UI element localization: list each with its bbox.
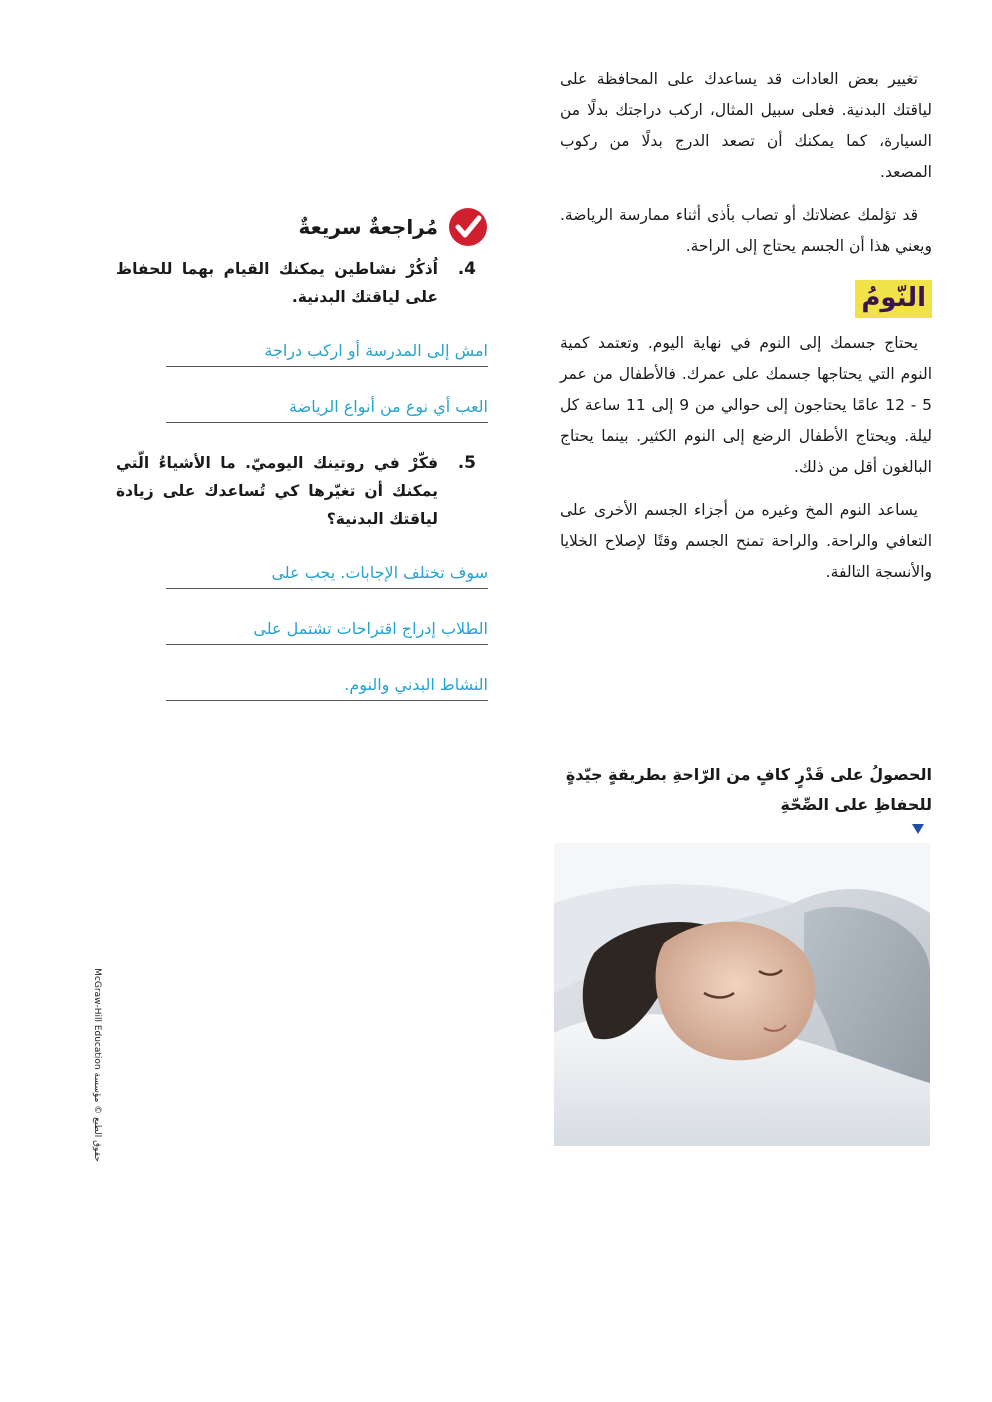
sleeping-child-photo bbox=[554, 843, 930, 1146]
answer-line[interactable]: الطلاب إدراج اقتراحات تشتمل على bbox=[166, 601, 488, 645]
question-number: 5. bbox=[457, 453, 476, 473]
quick-review-title: مُراجعةٌ سريعةٌ bbox=[298, 215, 438, 239]
publisher-credit-text: McGraw-Hill Education حقوق الطبع © مؤسسة bbox=[92, 968, 102, 1162]
publisher-credit bbox=[86, 940, 108, 1190]
answer-line[interactable]: النشاط البدني والنوم. bbox=[166, 657, 488, 701]
muscle-rest-paragraph: قد تؤلمك عضلاتك أو تصاب بأذى أثناء ممارسة الرياضة. ويعني هذا أن الجسم يحتاج إلى الراحة. bbox=[560, 206, 932, 255]
sleep-needs-paragraph: يحتاج جسمك إلى النوم في نهاية اليوم. وتعتمد كمية النوم التي يحتاجها جسمك على عمرك. فالأطفال من عمر 5 - 12 عامًا يحتاجون إلى حوالي من 9 إلى 11 ساعة كل ليلة. ويحتاج الأطفال الرضع إلى النوم الكثير. بينما يحتاج البالغون أقل من ذلك. bbox=[560, 334, 932, 476]
question-text: اُذكُرْ نشاطين يمكنك القيام بهما للحفاظ على لياقتك البدنية. bbox=[116, 260, 438, 306]
quick-review-header bbox=[108, 205, 488, 249]
question-number: 4. bbox=[457, 259, 476, 279]
photo-caption: الحصولُ على قَدْرٍ كافٍ من الرّاحةِ بطريقةٍ جيّدةٍ للحفاظِ على الصِّحّةِ bbox=[565, 765, 932, 814]
main-text-column bbox=[560, 64, 932, 600]
quick-review-panel bbox=[108, 205, 488, 701]
question-5 bbox=[116, 449, 488, 533]
question-text: فكّرْ في روتينك اليوميّ. ما الأشياءُ الّتي يمكنك أن تغيّرها كي تُساعدك على زيادة لياقتك البدنية؟ bbox=[116, 454, 438, 528]
habits-paragraph: تغيير بعض العادات قد يساعدك على المحافظة على لياقتك البدنية. فعلى سبيل المثال، اركب دراجتك بدلًا من السيارة، كما يمكنك أن تصعد الدرج بدلًا من ركوب المصعد. bbox=[560, 70, 932, 181]
checkmark-icon bbox=[448, 207, 488, 247]
answer-line[interactable]: امش إلى المدرسة أو اركب دراجة bbox=[166, 323, 488, 367]
answer-line[interactable]: سوف تختلف الإجابات. يجب على bbox=[166, 545, 488, 589]
question-4 bbox=[116, 255, 488, 311]
caption-arrow-icon bbox=[912, 824, 924, 834]
sleep-benefits-paragraph: يساعد النوم المخ وغيره من أجزاء الجسم الأخرى على التعافي والراحة. والراحة تمنح الجسم وقتًا لإصلاح الخلايا والأنسجة التالفة. bbox=[560, 501, 932, 581]
sleep-heading: النّومُ bbox=[855, 280, 932, 318]
answer-line[interactable]: العب أي نوع من أنواع الرياضة bbox=[166, 379, 488, 423]
